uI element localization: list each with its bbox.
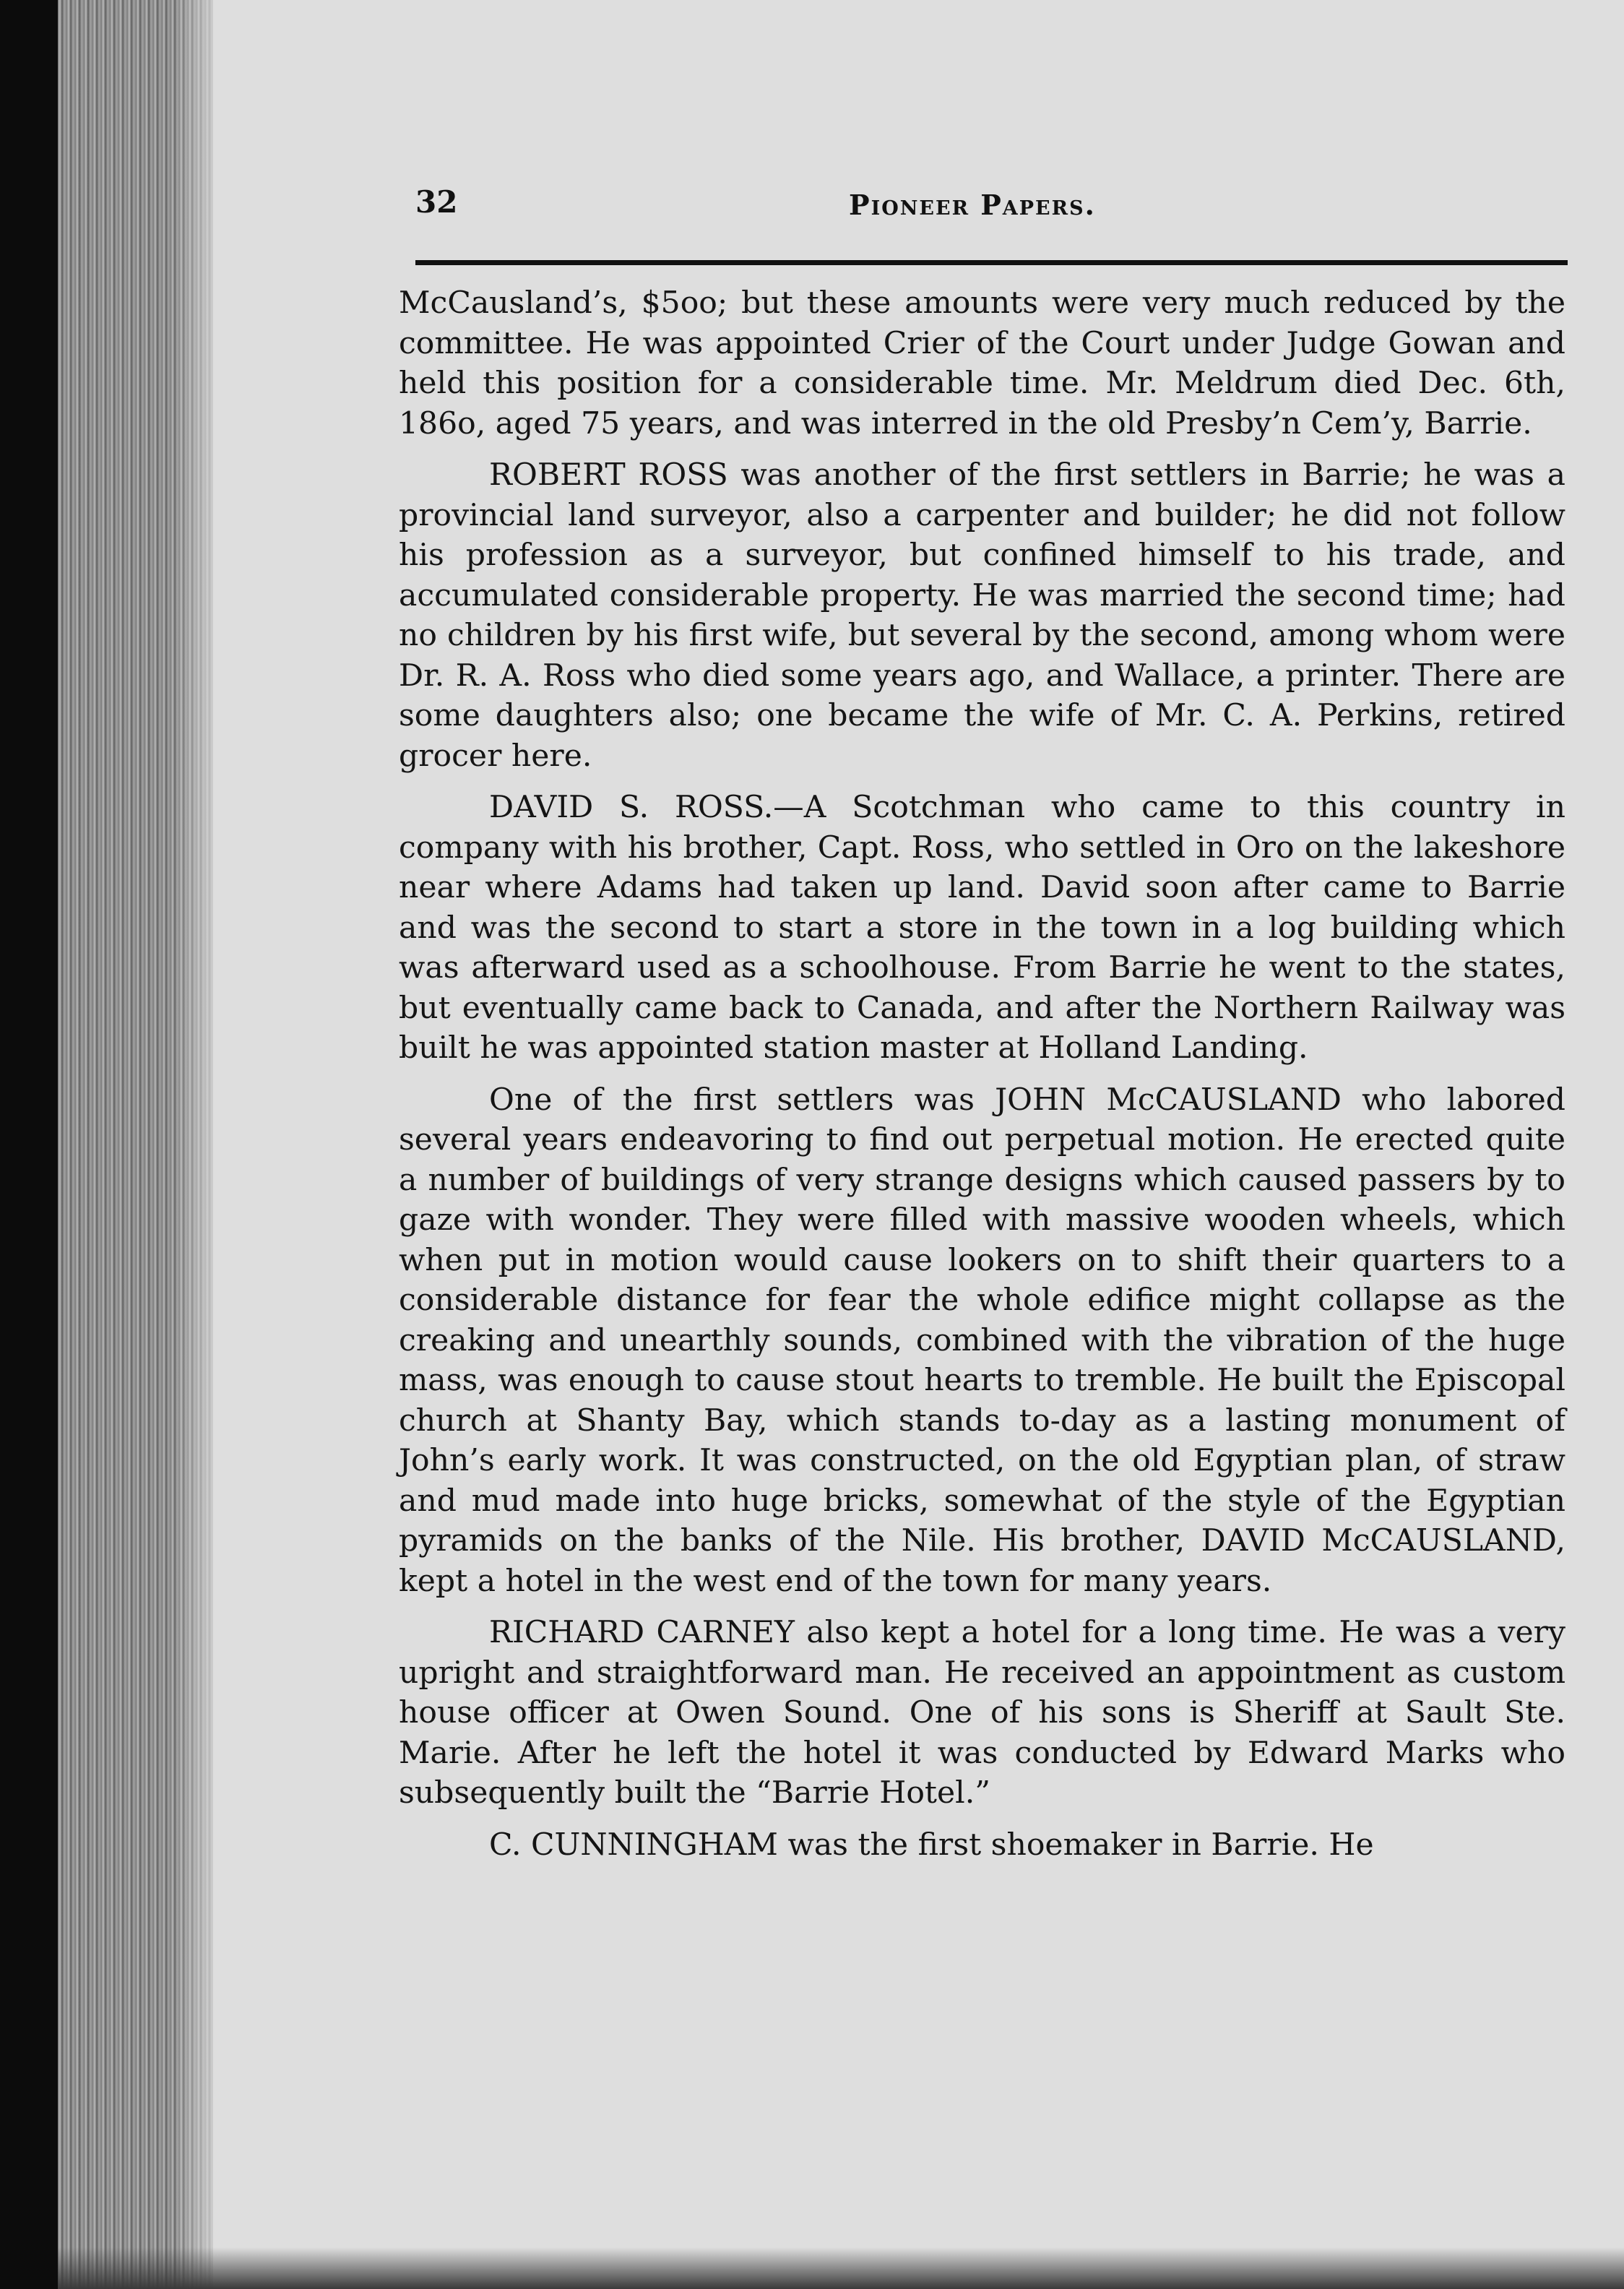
paragraph-meldrum-continued: McCausland’s, $5oo; but these amounts were very much reduced by the committee. He was appointed Crier of the Court under Judge Gowan and held this position for a considerable time. Mr. Meldrum died Dec. 6th, 186o, aged 75 years, and was interred in the old Presby’n Cem’y, Barrie.: [399, 285, 1565, 441]
page-number: 32: [415, 184, 458, 220]
paragraph-john-mccausland: One of the first settlers was JOHN McCAUSLAND who labored several years endeavoring to find out perpetual motion. He erected quite a number of buildings of very strange designs which caused passers by to gaze with wonder. They were filled with massive wooden wheels, which when put in motion would cause lookers on to shift their quarters to a considerable distance for fear the whole edifice might collapse as the creaking and unearthly sounds, combined with the vibration of the huge mass, was enough to cause stout hearts to tremble. He built the Episcopal church at Shanty Bay, which stands to-day as a lasting monument of John’s early work. It was constructed, on the old Egyptian plan, of straw and mud made into huge bricks, somewhat of the style of the Egyptian pyramids on the banks of the Nile. His brother, DAVID McCAUSLAND, kept a hotel in the west end of the town for many years.: [399, 1082, 1565, 1599]
paragraph-robert-ross: ROBERT ROSS was another of the first settlers in Barrie; he was a provincial land surveyor, also a carpenter and builder; he did not follow his profession as a surveyor, but confined himself to his trade, and accumulated considerable property. He was married the second time; had no children by his first wife, but several by the second, among whom were Dr. R. A. Ross who died some years ago, and Wallace, a printer. There are some daughters also; one became the wife of Mr. C. A. Perkins, retired grocer here.: [399, 457, 1565, 774]
running-title: Pioneer Papers.: [849, 189, 1096, 221]
paragraph-richard-carney: RICHARD CARNEY also kept a hotel for a long time. He was a very upright and straightforward man. He received an appointment as custom house officer at Owen Sound. One of his sons is Sheriff at Sault Ste. Marie. After he left the hotel it was conducted by Edward Marks who subsequently built the “Barrie Hotel.”: [399, 1615, 1565, 1811]
page-header: [415, 184, 1568, 235]
body-text: [399, 283, 1565, 1865]
page-bottom-shadow: [58, 2247, 1624, 2289]
paragraph-david-s-ross: DAVID S. ROSS.—A Scotchman who came to this country in company with his brother, Capt. Ross, who settled in Oro on the lakeshore near where Adams had taken up land. David soon after came to Barrie and was the second to start a store in the town in a log building which was afterward used as a schoolhouse. From Barrie he went to the states, but eventually came back to Canada, and after the Northern Railway was built he was appointed station master at Holland Landing.: [399, 790, 1565, 1066]
header-rule: [415, 260, 1568, 265]
paragraph-c-cunningham: C. CUNNINGHAM was the first shoemaker in Barrie. He: [489, 1827, 1374, 1863]
